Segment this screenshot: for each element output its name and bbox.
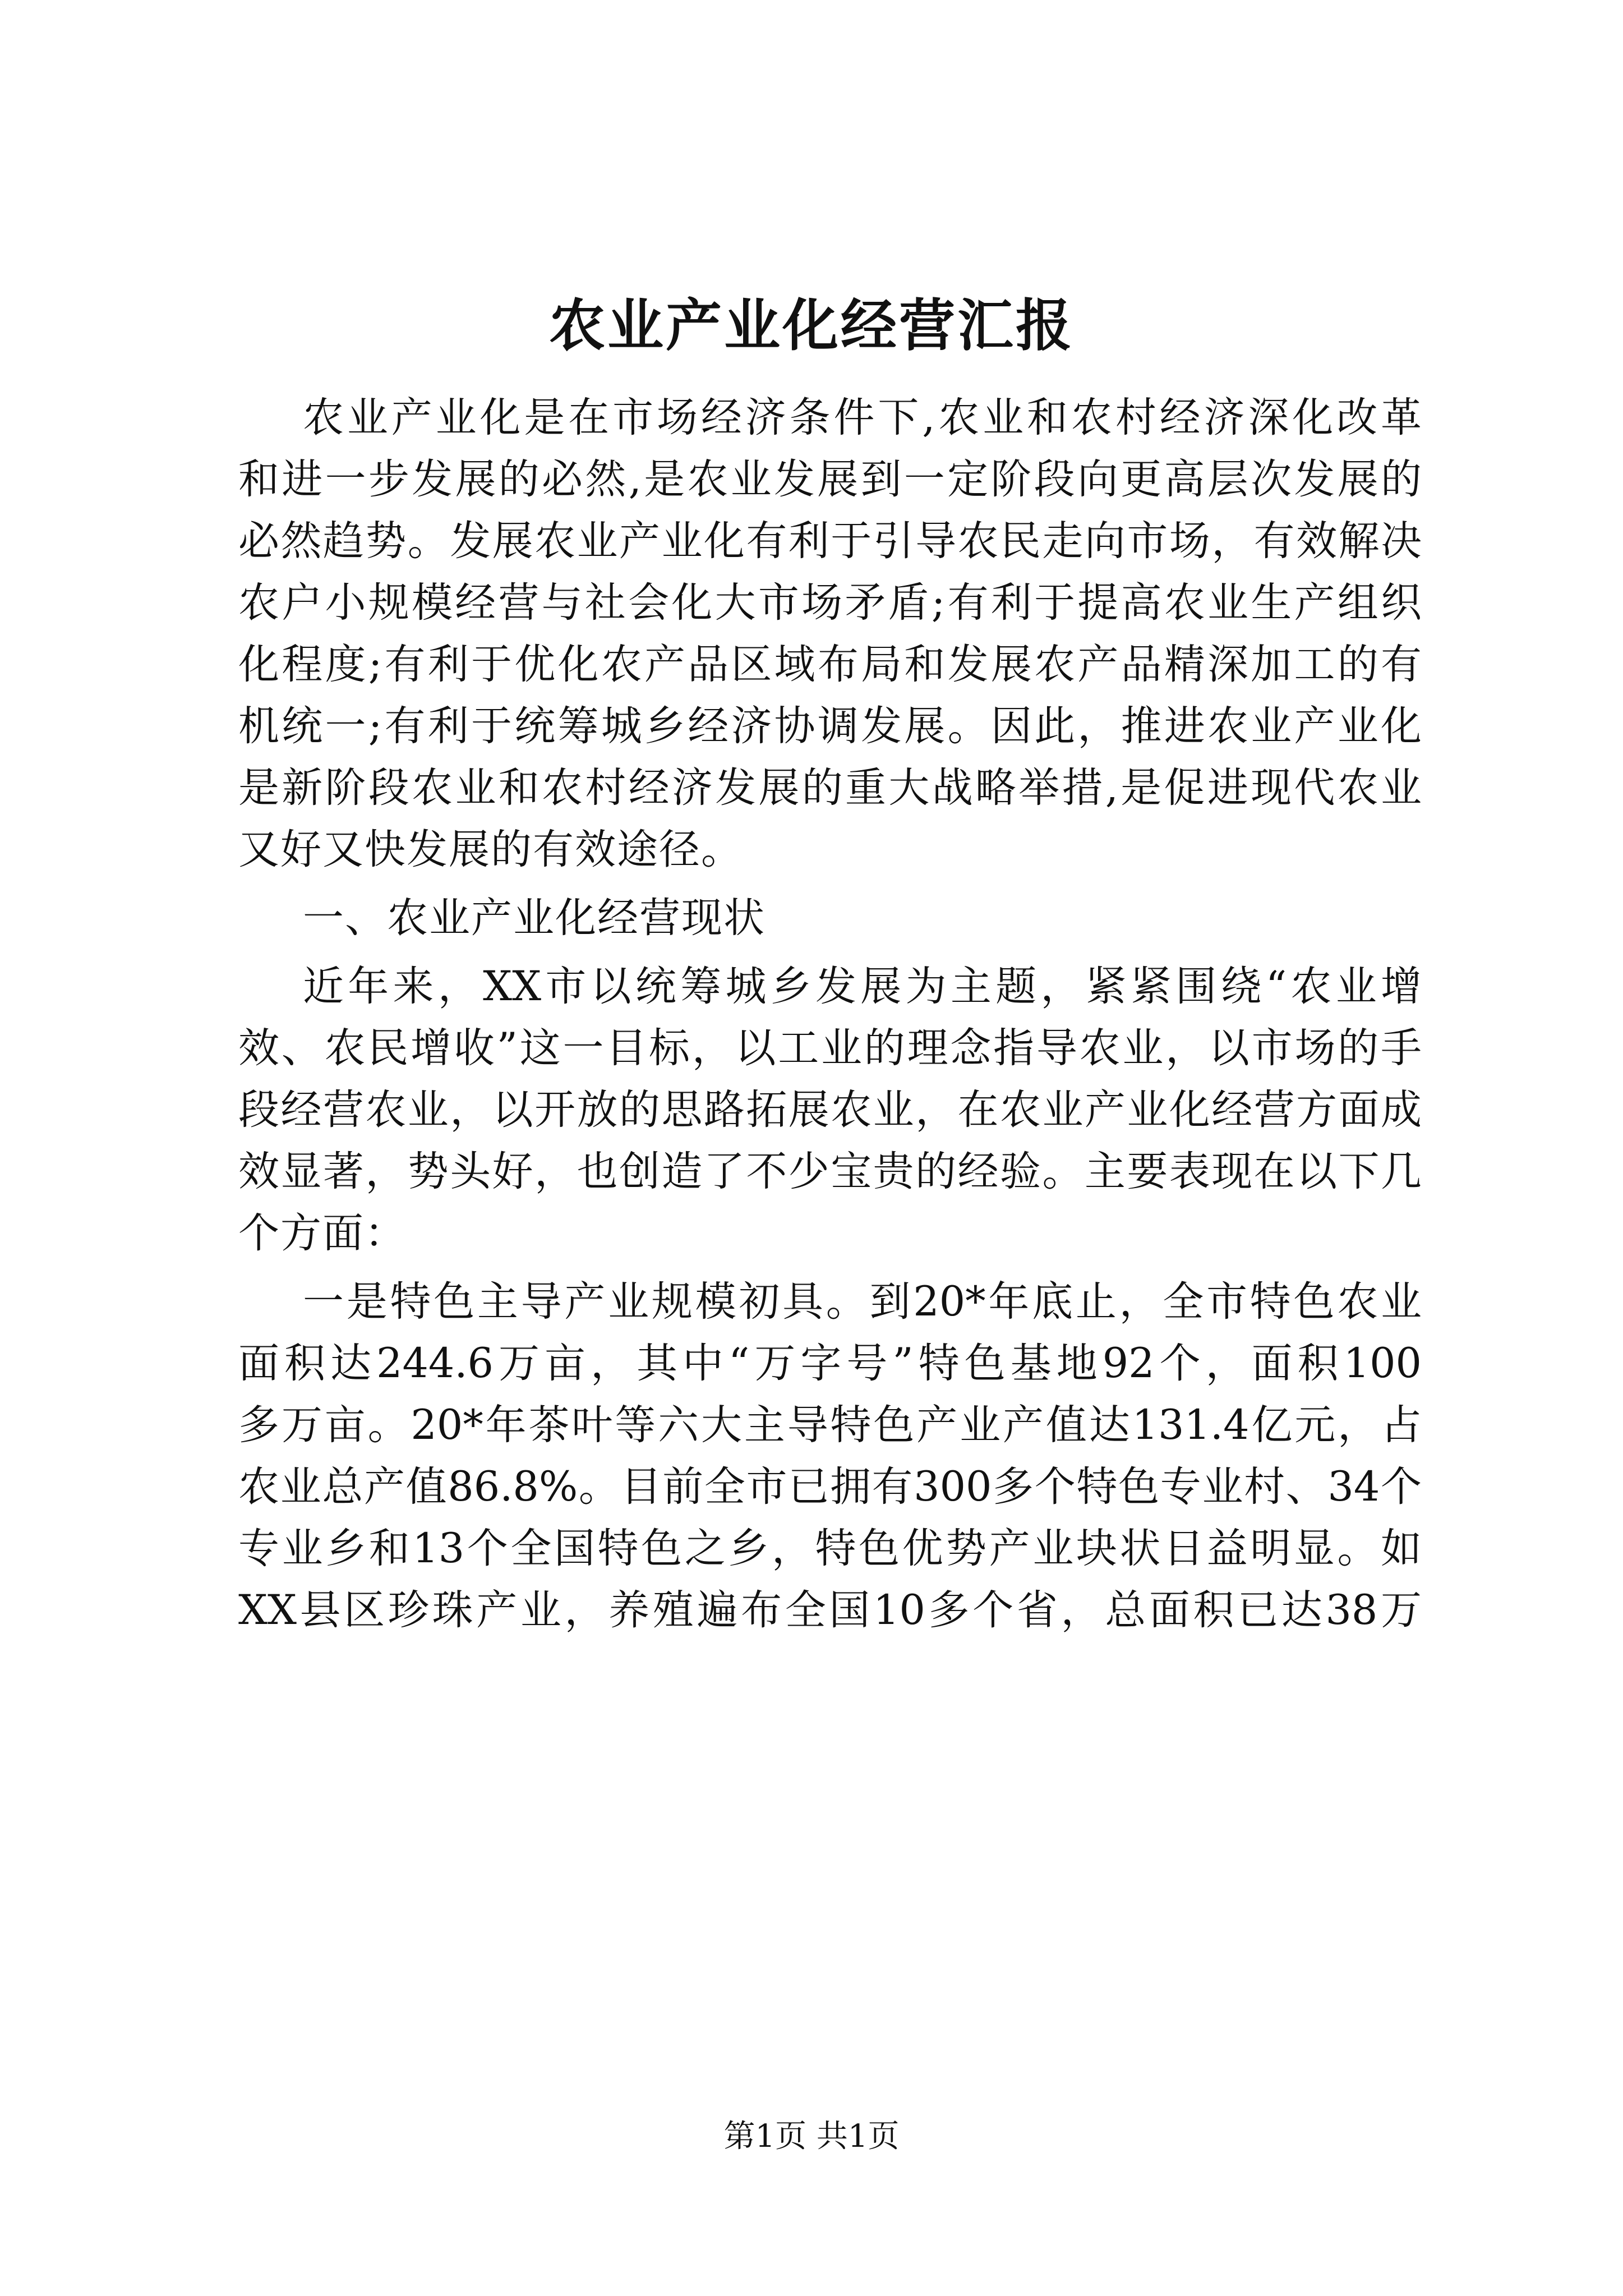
paragraph-line: 和进一步发展的必然,是农业发展到一定阶段向更高层次发展的 [238,455,1422,503]
paragraph-line: 又好又快发展的有效途径。 [238,826,743,873]
paragraph-line: 机统一;有利于统筹城乡经济协调发展。因此，推进农业产业化 [238,702,1422,750]
paragraph-line: 个方面： [238,1209,407,1257]
paragraph-line: 一是特色主导产业规模初具。到20*年底止，全市特色农业 [303,1278,1422,1326]
paragraph-line: 化程度;有利于优化农产品区域布局和发展农产品精深加工的有 [238,641,1422,688]
paragraph-line: 农业产业化是在市场经济条件下,农业和农村经济深化改革 [303,394,1422,441]
page-footer: 第1页 共1页 [723,2118,900,2155]
paragraph-line: 专业乡和13个全国特色之乡，特色优势产业块状日益明显。如 [238,1525,1422,1572]
paragraph-line: 效显著，势头好，也创造了不少宝贵的经验。主要表现在以下几 [238,1148,1422,1195]
paragraph-line: 效、农民增收”这一目标，以工业的理念指导农业，以市场的手 [238,1024,1422,1072]
document-title: 农业产业化经营汇报 [549,292,1074,358]
paragraph-line: 是新阶段农业和农村经济发展的重大战略举措,是促进现代农业 [238,764,1422,812]
paragraph-line: 面积达244.6万亩，其中“万字号”特色基地92个，面积100 [238,1340,1422,1387]
paragraph-line: 必然趋势。发展农业产业化有利于引导农民走向市场，有效解决 [238,517,1422,565]
paragraph-line: 多万亩。20*年茶叶等六大主导特色产业产值达131.4亿元，占 [238,1401,1422,1449]
paragraph-line: XX县区珍珠产业，养殖遍布全国10多个省，总面积已达38万 [238,1586,1422,1634]
paragraph-line: 农业总产值86.8%。目前全市已拥有300多个特色专业村、34个 [238,1463,1422,1511]
section-heading: 一、农业产业化经营现状 [303,894,766,942]
paragraph-line: 段经营农业，以开放的思路拓展农业，在农业产业化经营方面成 [238,1086,1422,1134]
paragraph-line: 近年来，XX市以统筹城乡发展为主题，紧紧围绕“农业增 [303,963,1422,1010]
paragraph-line: 农户小规模经营与社会化大市场矛盾;有利于提高农业生产组织 [238,579,1422,627]
